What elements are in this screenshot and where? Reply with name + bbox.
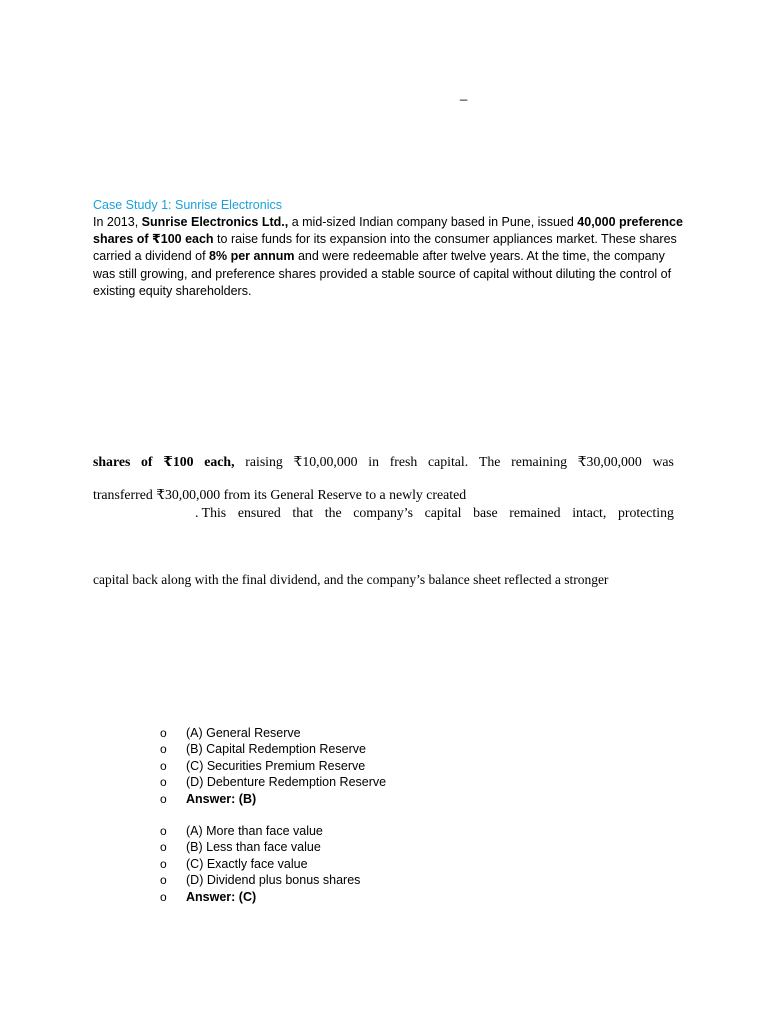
fragment-word: ₹100: [163, 454, 194, 469]
fragment-line-3: [195, 504, 674, 522]
fragment-word: in: [368, 454, 379, 469]
answer-item: [160, 791, 386, 807]
intro-text-1: In 2013,: [93, 215, 142, 229]
intro-text-2: a mid-sized Indian company based in Pune, issued: [288, 215, 578, 229]
fragment-word: was: [652, 454, 674, 469]
fragment-line-1: [93, 453, 674, 471]
fragment-word: the: [324, 505, 342, 520]
bullet-icon: o: [160, 775, 167, 790]
question-2-options: [160, 823, 360, 905]
fragment-line-2: transferred ₹30,00,000 from its General Reserve to a newly created: [93, 487, 467, 502]
option-label: (C) Securities Premium Reserve: [186, 758, 366, 773]
bullet-icon: o: [160, 791, 167, 806]
bullet-icon: o: [160, 758, 167, 773]
option-item: [160, 839, 360, 855]
fragment-word: raising: [245, 454, 283, 469]
fragment-line-4: capital back along with the final dividend, and the company’s balance sheet reflected a stronger: [93, 572, 609, 587]
option-item: [160, 872, 360, 888]
bullet-icon: o: [160, 824, 167, 838]
option-item: [160, 774, 386, 790]
bullet-icon: o: [160, 742, 167, 757]
intro-text-4: and were redeemable after twelve years. At the time, the company was still growing, and preference shares provided a stable source of capital without diluting the control of existing equity shareholders.: [93, 249, 672, 298]
bullet-icon: o: [160, 889, 167, 904]
question-1-options: [160, 725, 386, 807]
answer-label: Answer: (B): [186, 791, 257, 806]
option-label: (D) Debenture Redemption Reserve: [186, 775, 387, 790]
option-item: [160, 741, 386, 757]
case-study-title: Case Study 1: Sunrise Electronics: [93, 198, 282, 212]
option-label: (B) Capital Redemption Reserve: [186, 742, 366, 757]
fragment-word: . This: [195, 505, 227, 520]
option-label: (A) General Reserve: [186, 726, 301, 740]
fragment-word: ₹10,00,000: [293, 454, 358, 469]
answer-label: Answer: (C): [186, 889, 257, 904]
fragment-word: remaining: [511, 454, 568, 469]
fragment-word: intact,: [572, 505, 607, 520]
bullet-icon: o: [160, 873, 167, 888]
option-item: [160, 758, 386, 774]
fragment-word: each,: [204, 454, 235, 469]
fragment-word: remained: [509, 505, 561, 520]
fragment-word: capital: [424, 505, 462, 520]
bullet-icon: o: [160, 840, 167, 855]
option-label: (C) Exactly face value: [186, 856, 308, 871]
fragment-word: base: [473, 505, 498, 520]
option-label: (B) Less than face value: [186, 840, 321, 855]
fragment-word: capital.: [428, 454, 469, 469]
case-study-intro: [93, 214, 683, 300]
option-item: [160, 856, 360, 872]
option-item: [160, 725, 386, 741]
intro-bold-dividend: 8% per annum: [209, 249, 295, 264]
option-item: [160, 823, 360, 839]
intro-bold-shares: 40,000 preference shares of ₹100 each: [93, 215, 683, 247]
fragment-word: protecting: [617, 505, 674, 520]
fragment-word: ₹30,00,000: [577, 454, 642, 469]
fragment-word: fresh: [389, 454, 418, 469]
answer-item: [160, 889, 360, 905]
fragment-word: The: [478, 454, 501, 469]
fragment-word: shares: [93, 454, 131, 469]
fragment-word: that: [292, 505, 314, 520]
bullet-icon: o: [160, 856, 167, 871]
fragment-word: company’s: [353, 505, 414, 520]
option-label: (A) More than face value: [186, 824, 323, 838]
fragment-word: of: [141, 454, 153, 469]
page-mark: _: [460, 86, 468, 101]
intro-bold-company: Sunrise Electronics Ltd.,: [141, 215, 289, 229]
option-label: (D) Dividend plus bonus shares: [186, 873, 361, 888]
bullet-icon: o: [160, 726, 167, 740]
fragment-word: ensured: [237, 505, 281, 520]
intro-text-3: to raise funds for its expansion into the consumer appliances market. These shares carried a dividend of: [93, 232, 677, 264]
